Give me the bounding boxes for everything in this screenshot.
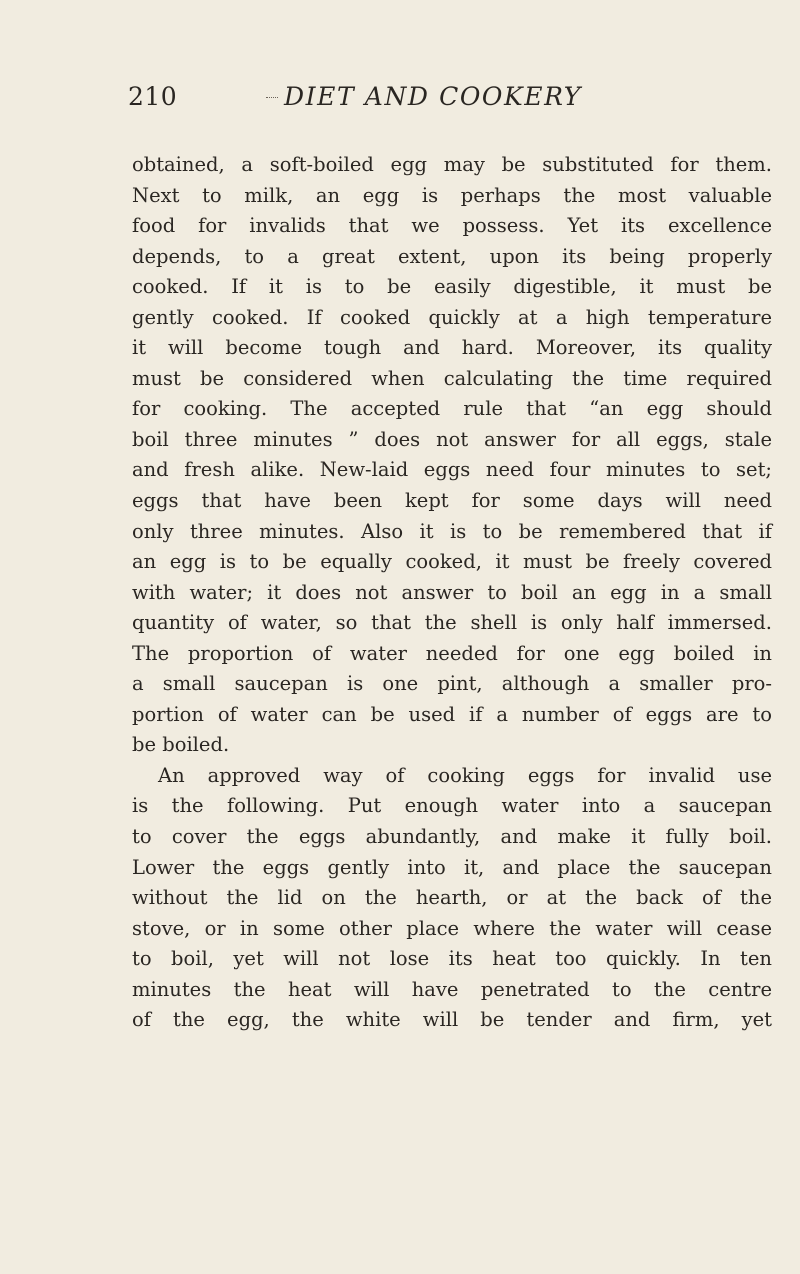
text-line: eggs that have been kept for some days will need	[132, 489, 772, 513]
text-line: Lower the eggs gently into it, and place the saucepan	[132, 855, 772, 879]
text-line: a small saucepan is one pint, although a smaller pro-	[132, 672, 772, 696]
text-line: An approved way of cooking eggs for invalid use	[158, 763, 772, 787]
text-line: it will become tough and hard. Moreover, its quality	[132, 336, 772, 360]
text-line: only three minutes. Also it is to be remembered that if	[132, 519, 772, 543]
text-line: an egg is to be equally cooked, it must be freely covered	[132, 550, 772, 574]
text-line: gently cooked. If cooked quickly at a high temperature	[132, 305, 772, 329]
text-line: boil three minutes ” does not answer for all eggs, stale	[132, 427, 772, 451]
text-line: quantity of water, so that the shell is only half immersed.	[132, 611, 772, 635]
text-line: minutes the heat will have penetrated to the centre	[132, 977, 772, 1001]
text-line: is the following. Put enough water into a saucepan	[132, 794, 772, 818]
text-line: stove, or in some other place where the water will cease	[132, 916, 772, 940]
page-header	[128, 82, 768, 122]
text-line: and fresh alike. New-laid eggs need four minutes to set;	[132, 458, 772, 482]
text-line: without the lid on the hearth, or at the back of the	[132, 886, 772, 910]
paragraph	[132, 150, 772, 761]
text-line: depends, to a great extent, upon its being properly	[132, 244, 772, 268]
text-line: of the egg, the white will be tender and firm, yet	[132, 1008, 772, 1032]
text-line: must be considered when calculating the time required	[132, 366, 772, 390]
text-line: be boiled.	[132, 733, 230, 757]
page-number: 210	[128, 82, 178, 111]
text-line: for cooking. The accepted rule that “an egg should	[132, 397, 772, 421]
text-line: food for invalids that we possess. Yet its excellence	[132, 214, 772, 238]
text-line: with water; it does not answer to boil an egg in a small	[132, 580, 772, 604]
text-line: portion of water can be used if a number of eggs are to	[132, 702, 772, 726]
paragraph	[132, 761, 772, 1036]
running-title: DIET AND COOKERY	[284, 82, 582, 111]
text-line: Next to milk, an egg is perhaps the most valuable	[132, 183, 772, 207]
text-line: obtained, a soft-boiled egg may be substituted for them.	[132, 153, 772, 176]
text-line: The proportion of water needed for one egg boiled in	[132, 641, 772, 665]
text-line: cooked. If it is to be easily digestible, it must be	[132, 275, 772, 299]
body-text	[132, 150, 772, 1036]
header-rule	[266, 97, 278, 98]
text-line: to cover the eggs abundantly, and make it fully boil.	[132, 825, 772, 849]
text-line: to boil, yet will not lose its heat too quickly. In ten	[132, 947, 772, 971]
